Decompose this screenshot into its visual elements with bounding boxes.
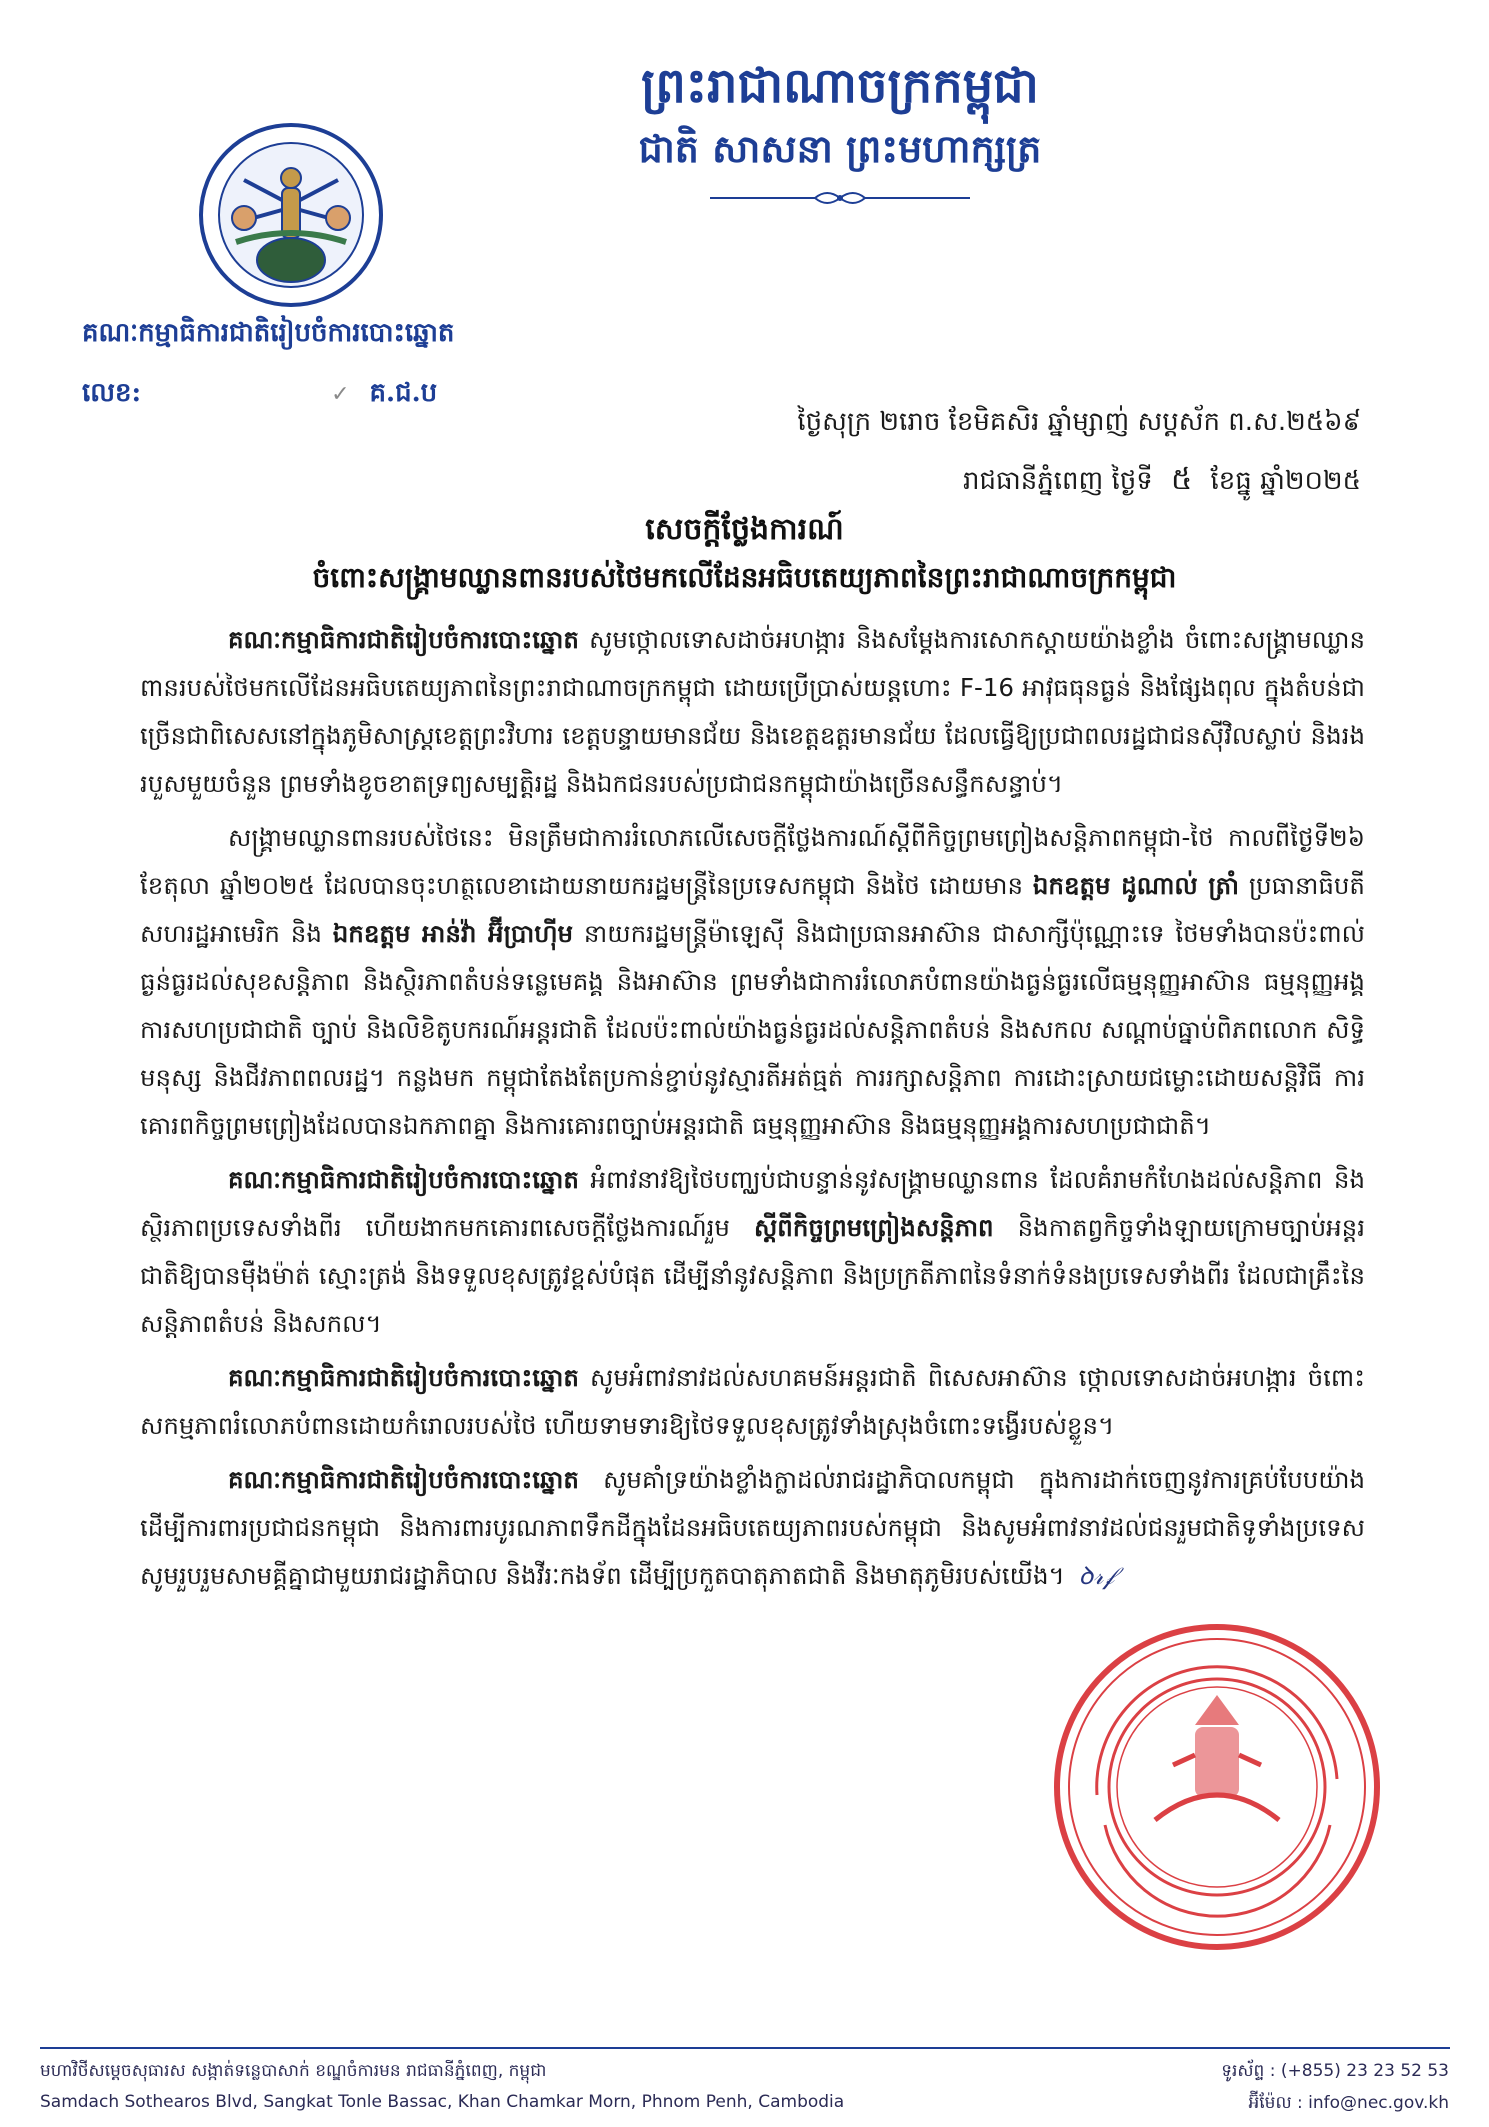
paragraph-2-text-b: ប្រធានាធិបតីសហរដ្ឋអាមេរិក និង: [140, 871, 1365, 948]
letterhead-kingdom: [560, 52, 1120, 208]
paragraph-1-lead: គណៈកម្មាធិការជាតិរៀបចំការបោះឆ្នោត: [228, 625, 579, 654]
paragraph-3: [140, 1156, 1365, 1348]
date-month-year: ខែធ្នូ ឆ្នាំ២០២៥: [1210, 466, 1361, 496]
footer-divider: [40, 2047, 1450, 2049]
paragraph-4-lead: គណៈកម្មាធិការជាតិរៀបចំការបោះឆ្នោត: [228, 1363, 579, 1392]
reference-suffix: គ.ជ.ប: [369, 378, 438, 408]
paragraph-4-text: សូមអំពាវនាវដល់សហគមន៍អន្តរជាតិ ពិសេសអាស៊ាន ថ្កោលទោសដាច់អហង្ការ ចំពោះសកម្មភាពរំលោភបំពានដោយកំរោលរបស់ថៃ ហើយទាមទារឱ្យថៃទទួលខុសត្រូវទាំងស្រុងចំពោះទង្វើរបស់ខ្លួន។: [140, 1363, 1365, 1440]
paragraph-2-text-c: នាយករដ្ឋមន្ត្រីម៉ាឡេស៊ី និងជាប្រធានអាស៊ាន ជាសាក្សីប៉ុណ្ណោះទេ ថៃមទាំងបានប៉ះពាល់ធ្ងន់ធ្ងរដល់សុខសន្តិភាព និងស្ថិរភាពតំបន់ទន្លេមេគង្គ និងអាស៊ាន ព្រមទាំងជាការរំលោភបំពានយ៉ាងធ្ងន់ធ្ងរលើធម្មនុញ្ញអាស៊ាន ធម្មនុញ្ញអង្គការសហប្រជាជាតិ ច្បាប់ និងលិខិតូបករណ៍អន្តរជាតិ ដែលប៉ះពាល់យ៉ាងធ្ងន់ធ្ងរដល់សន្តិភាពតំបន់ និងសកល សណ្តាប់ធ្នាប់ពិភពលោក សិទ្ធិមនុស្ស និងជីវភាពពលរដ្ឋ។ កន្លងមក កម្ពុជាតែងតែប្រកាន់ខ្ជាប់នូវស្មារតីអត់ធ្មត់ ការរក្សាសន្តិភាព ការដោះស្រាយជម្លោះដោយសន្តិវិធី ការគោរពកិច្ចព្រមព្រៀងដែលបានឯកភាពគ្នា និងការគោរពច្បាប់អន្តរជាតិ ធម្មនុញ្ញអាស៊ាន និងធម្មនុញ្ញអង្គការសហប្រជាជាតិ។: [140, 919, 1366, 1140]
reference-label: លេខ:: [82, 378, 142, 408]
reference-number: [82, 376, 437, 414]
reference-tick: ✓: [331, 382, 350, 407]
paragraph-5: [140, 1456, 1365, 1600]
paragraph-4: [140, 1354, 1365, 1450]
paragraph-5-lead: គណៈកម្មាធិការជាតិរៀបចំការបោះឆ្នោត: [228, 1465, 579, 1494]
kingdom-title: ព្រះរាជាណាចក្រកម្ពុជា: [641, 58, 1039, 114]
footer-address-km: មហាវិថីសម្តេចសុធារស សង្កាត់ទន្លេបាសាក់ ខណ្ឌចំការមន រាជធានីភ្នំពេញ, កម្ពុជា: [40, 2061, 547, 2081]
paragraph-3-text-a: អំពាវនាវឱ្យថៃបញ្ឈប់ជាបន្ទាន់នូវសង្គ្រាមឈ្លានពាន ដែលគំរាមកំហែងដល់សន្តិភាព និងស្ថិរភាពប្រទេសទាំងពីរ ហើយងាកមកគោរពសេចក្តីថ្លែងការណ៍រួម: [140, 1165, 1365, 1242]
paragraph-2: [140, 814, 1365, 1150]
organization-name: គណៈកម្មាធិការជាតិរៀបចំការបោះឆ្នោត: [82, 318, 455, 348]
paragraph-2-name-2: ឯកឧត្តម អាន់វ៉ា អ៊ីប្រាហ៊ីម: [332, 919, 574, 948]
footer-email[interactable]: អ៊ីម៉ែល : info@nec.gov.kh: [1248, 2093, 1449, 2113]
footer-phone: ទូរស័ព្ទ : (+855) 23 23 52 53: [1221, 2061, 1449, 2081]
statement-subtitle: ចំពោះសង្គ្រាមឈ្លានពានរបស់ថៃមកលើដែនអធិបតេយ្យភាពនៃព្រះរាជាណាចក្រកម្ពុជា: [312, 561, 1177, 594]
footer-address-en: Samdach Sothearos Blvd, Sangkat Tonle Bassac, Khan Chamkar Morn, Phnom Penh, Cambodia: [40, 2092, 845, 2112]
paragraph-5-text: សូមគាំទ្រយ៉ាងខ្លាំងក្លាដល់រាជរដ្ឋាភិបាលកម្ពុជា ក្នុងការដាក់ចេញនូវការគ្រប់បែបយ៉ាង ដើម្បីការពារប្រជាជនកម្ពុជា និងការពារបូរណភាពទឹកដីក្នុងដែនអធិបតេយ្យភាពរបស់កម្ពុជា និងសូមអំពាវនាវដល់ជនរួមជាតិទូទាំងប្រទេស សូមរួបរួមសាមគ្គីគ្នាជាមួយរាជរដ្ឋាភិបាល និងវីរៈកងទ័ព ដើម្បីប្រកួតបាតុភាតជាតិ និងមាតុភូមិរបស់យើង។: [140, 1465, 1365, 1590]
paragraph-3-bold: ស្តីពីកិច្ចព្រមព្រៀងសន្តិភាព: [753, 1213, 994, 1242]
paragraph-1: [140, 616, 1365, 808]
statement-title: សេចក្តីថ្លែងការណ៍: [645, 512, 844, 547]
paragraph-2-name-1: ឯកឧត្តម ដូណាល់ ត្រាំ: [1032, 871, 1239, 900]
nec-emblem-logo-icon: [196, 120, 386, 310]
paragraph-2-text-a: សង្គ្រាមឈ្លានពានរបស់ថៃនេះ មិនត្រឹមជាការរំលោភលើសេចក្តីថ្លែងការណ៍ស្តីពីកិច្ចព្រមព្រៀងសន្តិភាពកម្ពុជា-ថៃ កាលពីថ្ងៃទី២៦ ខែតុលា ឆ្នាំ២០២៥ ដែលបានចុះហត្ថលេខាដោយនាយករដ្ឋមន្ត្រីនៃប្រទេសកម្ពុជា និងថៃ ដោយមាន: [140, 823, 1365, 900]
statement-body: [140, 616, 1365, 1606]
date-day: ៥: [1171, 462, 1193, 497]
paragraph-1-text: សូមថ្កោលទោសដាច់អហង្ការ និងសម្តែងការសោកស្តាយយ៉ាងខ្លាំង ចំពោះសង្គ្រាមឈ្លានពានរបស់ថៃមកលើដែនអធិបតេយ្យភាពនៃព្រះរាជាណាចក្រកម្ពុជា ដោយប្រើប្រាស់យន្តហោះ F-16 អាវុធធុនធ្ងន់ និងផ្សែងពុល ក្នុងតំបន់ជាច្រើនជាពិសេសនៅក្នុងភូមិសាស្ត្រខេត្តព្រះវិហារ ខេត្តបន្ទាយមានជ័យ និងខេត្តឧត្តរមានជ័យ ដែលធ្វើឱ្យប្រជាពលរដ្ឋជាជនស៊ីវិលស្លាប់ និងរងរបួសមួយចំនួន ព្រមទាំងខូចខាតទ្រព្យសម្បត្តិរដ្ឋ និងឯកជនរបស់ប្រជាជនកម្ពុជាយ៉ាងច្រើនសន្ធឹកសន្ធាប់។: [140, 625, 1366, 798]
lunar-date: ថ្ងៃសុក្រ ២រោច ខែមិគសិរ ឆ្នាំម្សាញ់ សប្តស័ក ព.ស.២៥៦៩: [797, 407, 1361, 437]
paragraph-3-text-c: និងកាតព្វកិច្ចទាំងឡាយក្រោមច្បាប់អន្តរជាតិឱ្យបានម៉ឺងម៉ាត់ ស្មោះត្រង់ និងទទួលខុសត្រូវខ្ពស់បំផុត ដើម្បីនាំនូវសន្តិភាព និងប្រក្រតីភាពនៃទំនាក់ទំនងប្រទេសទាំងពីរ ដែលជាគ្រឹះនៃសន្តិភាពតំបន់ និងសកល។: [140, 1213, 1365, 1338]
kingdom-motto: ជាតិ សាសនា ព្រះមហាក្សត្រ: [638, 126, 1042, 171]
initials-signature: ꝺ𝓇𝒻: [1078, 1561, 1115, 1590]
ornament-divider-icon: [705, 188, 975, 208]
official-seal-stamp-icon: [1045, 1615, 1390, 1960]
paragraph-3-lead: គណៈកម្មាធិការជាតិរៀបចំការបោះឆ្នោត: [228, 1165, 579, 1194]
solar-date: [963, 460, 1361, 504]
date-capital-prefix: រាជធានីភ្នំពេញ ថ្ងៃទី: [962, 466, 1153, 496]
